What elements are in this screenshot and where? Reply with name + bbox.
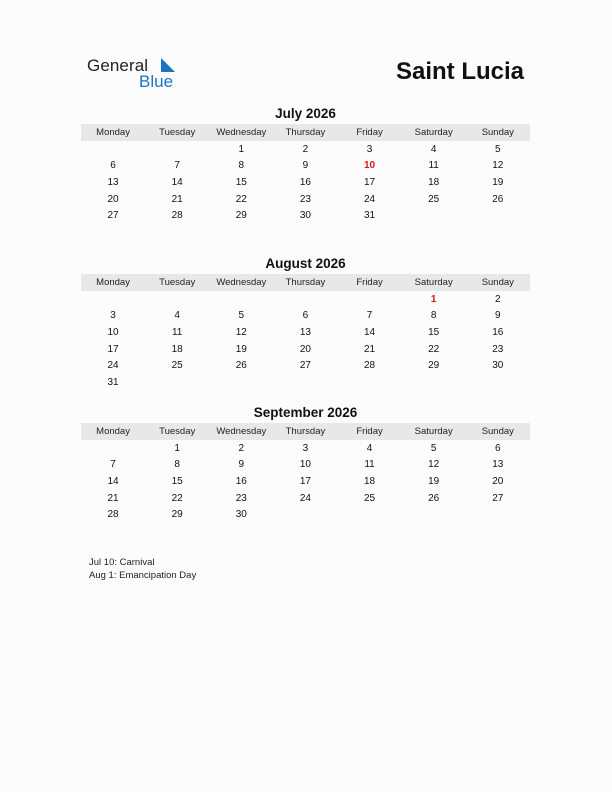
day-cell: 3 (302, 442, 309, 454)
day-cell: 20 (107, 193, 119, 205)
holiday-note: Aug 1: Emancipation Day (89, 570, 197, 581)
weekday-header (81, 274, 530, 291)
day-cell: 5 (495, 143, 501, 155)
day-cell: 21 (107, 492, 119, 504)
day-cell: 29 (235, 210, 247, 222)
day-cell: 26 (492, 193, 504, 205)
weekday-label: Tuesday (159, 426, 196, 437)
day-cell: 27 (299, 360, 311, 372)
day-cell: 4 (430, 143, 437, 155)
day-cell: 24 (299, 492, 311, 504)
day-cell: 4 (366, 442, 373, 454)
day-cell: 7 (366, 310, 373, 322)
day-cell: 8 (238, 160, 245, 172)
weekday-label: Thursday (285, 277, 326, 288)
day-cell: 24 (364, 193, 376, 205)
day-cell: 13 (107, 176, 119, 188)
day-cell: 17 (107, 343, 119, 355)
day-cell: 6 (110, 160, 116, 172)
weekday-label: Sunday (481, 426, 514, 437)
day-cell: 7 (174, 160, 180, 172)
day-cell: 18 (171, 343, 183, 355)
weekday-label: Tuesday (159, 277, 196, 288)
day-cell: 28 (364, 360, 376, 372)
day-cell: 14 (364, 326, 376, 338)
month-august (81, 256, 530, 391)
day-cell: 9 (238, 459, 245, 471)
day-cell: 22 (235, 193, 247, 205)
weekday-label: Wednesday (216, 127, 267, 138)
week-row (81, 141, 530, 158)
day-cell: 19 (492, 176, 504, 188)
week-row (81, 158, 530, 175)
day-cell: 4 (174, 310, 180, 322)
day-cell: 17 (364, 176, 376, 188)
day-cell: 19 (428, 475, 440, 487)
week-row (81, 207, 530, 224)
week-row (81, 440, 530, 457)
day-cell: 11 (428, 160, 439, 172)
day-cell: 21 (364, 343, 376, 355)
weekday-label: Thursday (285, 127, 326, 138)
week-row (81, 174, 530, 191)
weekday-label: Friday (356, 426, 383, 437)
month-title: September 2026 (253, 405, 358, 420)
month-grid (81, 440, 530, 523)
weekday-label: Tuesday (159, 127, 196, 138)
day-cell: 2 (302, 143, 309, 155)
week-row (81, 357, 530, 374)
week-row (81, 191, 530, 208)
week-row (81, 308, 530, 325)
day-cell: 30 (492, 360, 504, 372)
day-cell: 16 (492, 326, 504, 338)
day-cell: 25 (428, 193, 440, 205)
weekday-header (81, 124, 530, 141)
day-cell: 26 (428, 492, 440, 504)
day-cell: 12 (428, 459, 440, 471)
logo-blue-text: Blue (139, 72, 174, 91)
day-cell: 22 (428, 343, 440, 355)
weekday-label: Wednesday (216, 426, 267, 437)
day-cell: 27 (492, 492, 504, 504)
day-cell: 19 (235, 343, 247, 355)
logo-general-text: General (87, 56, 149, 75)
day-cell: 27 (107, 210, 119, 222)
day-cell: 21 (171, 193, 183, 205)
holiday-day-cell: 1 (430, 293, 437, 305)
day-cell: 13 (299, 326, 311, 338)
day-cell: 10 (107, 326, 119, 338)
day-cell: 2 (238, 442, 245, 454)
day-cell: 8 (430, 310, 437, 322)
day-cell: 1 (174, 442, 180, 454)
day-cell: 23 (235, 492, 247, 504)
weekday-label: Monday (96, 426, 130, 437)
day-cell: 23 (299, 193, 311, 205)
day-cell: 15 (235, 176, 247, 188)
day-cell: 16 (235, 475, 247, 487)
day-cell: 10 (299, 459, 311, 471)
day-cell: 7 (110, 459, 116, 471)
day-cell: 14 (171, 176, 183, 188)
week-row (81, 341, 530, 358)
day-cell: 16 (299, 176, 311, 188)
weekday-label: Monday (96, 277, 130, 288)
day-cell: 6 (495, 442, 501, 454)
week-row (81, 457, 530, 474)
day-cell: 25 (364, 492, 376, 504)
day-cell: 6 (302, 310, 309, 322)
day-cell: 29 (428, 360, 440, 372)
weekday-label: Wednesday (216, 277, 267, 288)
day-cell: 29 (171, 509, 183, 521)
holiday-note: Jul 10: Carnival (89, 557, 155, 568)
day-cell: 17 (299, 475, 311, 487)
day-cell: 11 (364, 459, 375, 471)
day-cell: 9 (302, 160, 309, 172)
month-title: August 2026 (265, 256, 346, 271)
day-cell: 11 (171, 326, 183, 338)
day-cell: 12 (492, 160, 504, 172)
week-row (81, 490, 530, 507)
day-cell: 22 (171, 492, 183, 504)
weekday-label: Saturday (414, 277, 453, 288)
week-row (81, 324, 530, 341)
month-title: July 2026 (275, 106, 336, 121)
weekday-header (81, 423, 530, 440)
day-cell: 31 (107, 376, 119, 388)
logo (87, 56, 187, 92)
holiday-notes (89, 556, 196, 582)
day-cell: 8 (174, 459, 180, 471)
weekday-label: Friday (356, 127, 383, 138)
month-september (81, 405, 530, 523)
country-title: Saint Lucia (395, 58, 524, 85)
day-cell: 20 (299, 343, 311, 355)
weekday-label: Friday (356, 277, 383, 288)
day-cell: 24 (107, 360, 119, 372)
day-cell: 2 (495, 293, 501, 305)
day-cell: 30 (235, 509, 247, 521)
week-row (81, 291, 530, 308)
day-cell: 1 (238, 143, 245, 155)
week-row (81, 473, 530, 490)
day-cell: 26 (235, 360, 247, 372)
week-row (81, 506, 530, 523)
day-cell: 18 (364, 475, 376, 487)
month-grid (81, 141, 530, 224)
day-cell: 3 (366, 143, 373, 155)
weekday-label: Monday (96, 127, 130, 138)
day-cell: 28 (171, 210, 183, 222)
day-cell: 23 (492, 343, 504, 355)
month-july (81, 106, 530, 224)
weekday-label: Sunday (481, 277, 514, 288)
day-cell: 20 (492, 475, 504, 487)
weekday-label: Saturday (414, 426, 453, 437)
day-cell: 18 (428, 176, 440, 188)
weekday-label: Sunday (481, 127, 514, 138)
weekday-label: Thursday (285, 426, 326, 437)
day-cell: 30 (299, 210, 311, 222)
day-cell: 25 (171, 360, 183, 372)
day-cell: 15 (428, 326, 440, 338)
day-cell: 5 (430, 442, 437, 454)
holiday-day-cell: 10 (364, 160, 376, 172)
day-cell: 12 (235, 326, 247, 338)
day-cell: 3 (110, 310, 116, 322)
day-cell: 28 (107, 509, 119, 521)
day-cell: 31 (364, 210, 376, 222)
month-grid (81, 291, 530, 391)
day-cell: 13 (492, 459, 504, 471)
week-row (81, 374, 530, 391)
weekday-label: Saturday (414, 127, 453, 138)
day-cell: 15 (171, 475, 183, 487)
day-cell: 5 (238, 310, 245, 322)
day-cell: 14 (107, 475, 119, 487)
day-cell: 9 (495, 310, 501, 322)
